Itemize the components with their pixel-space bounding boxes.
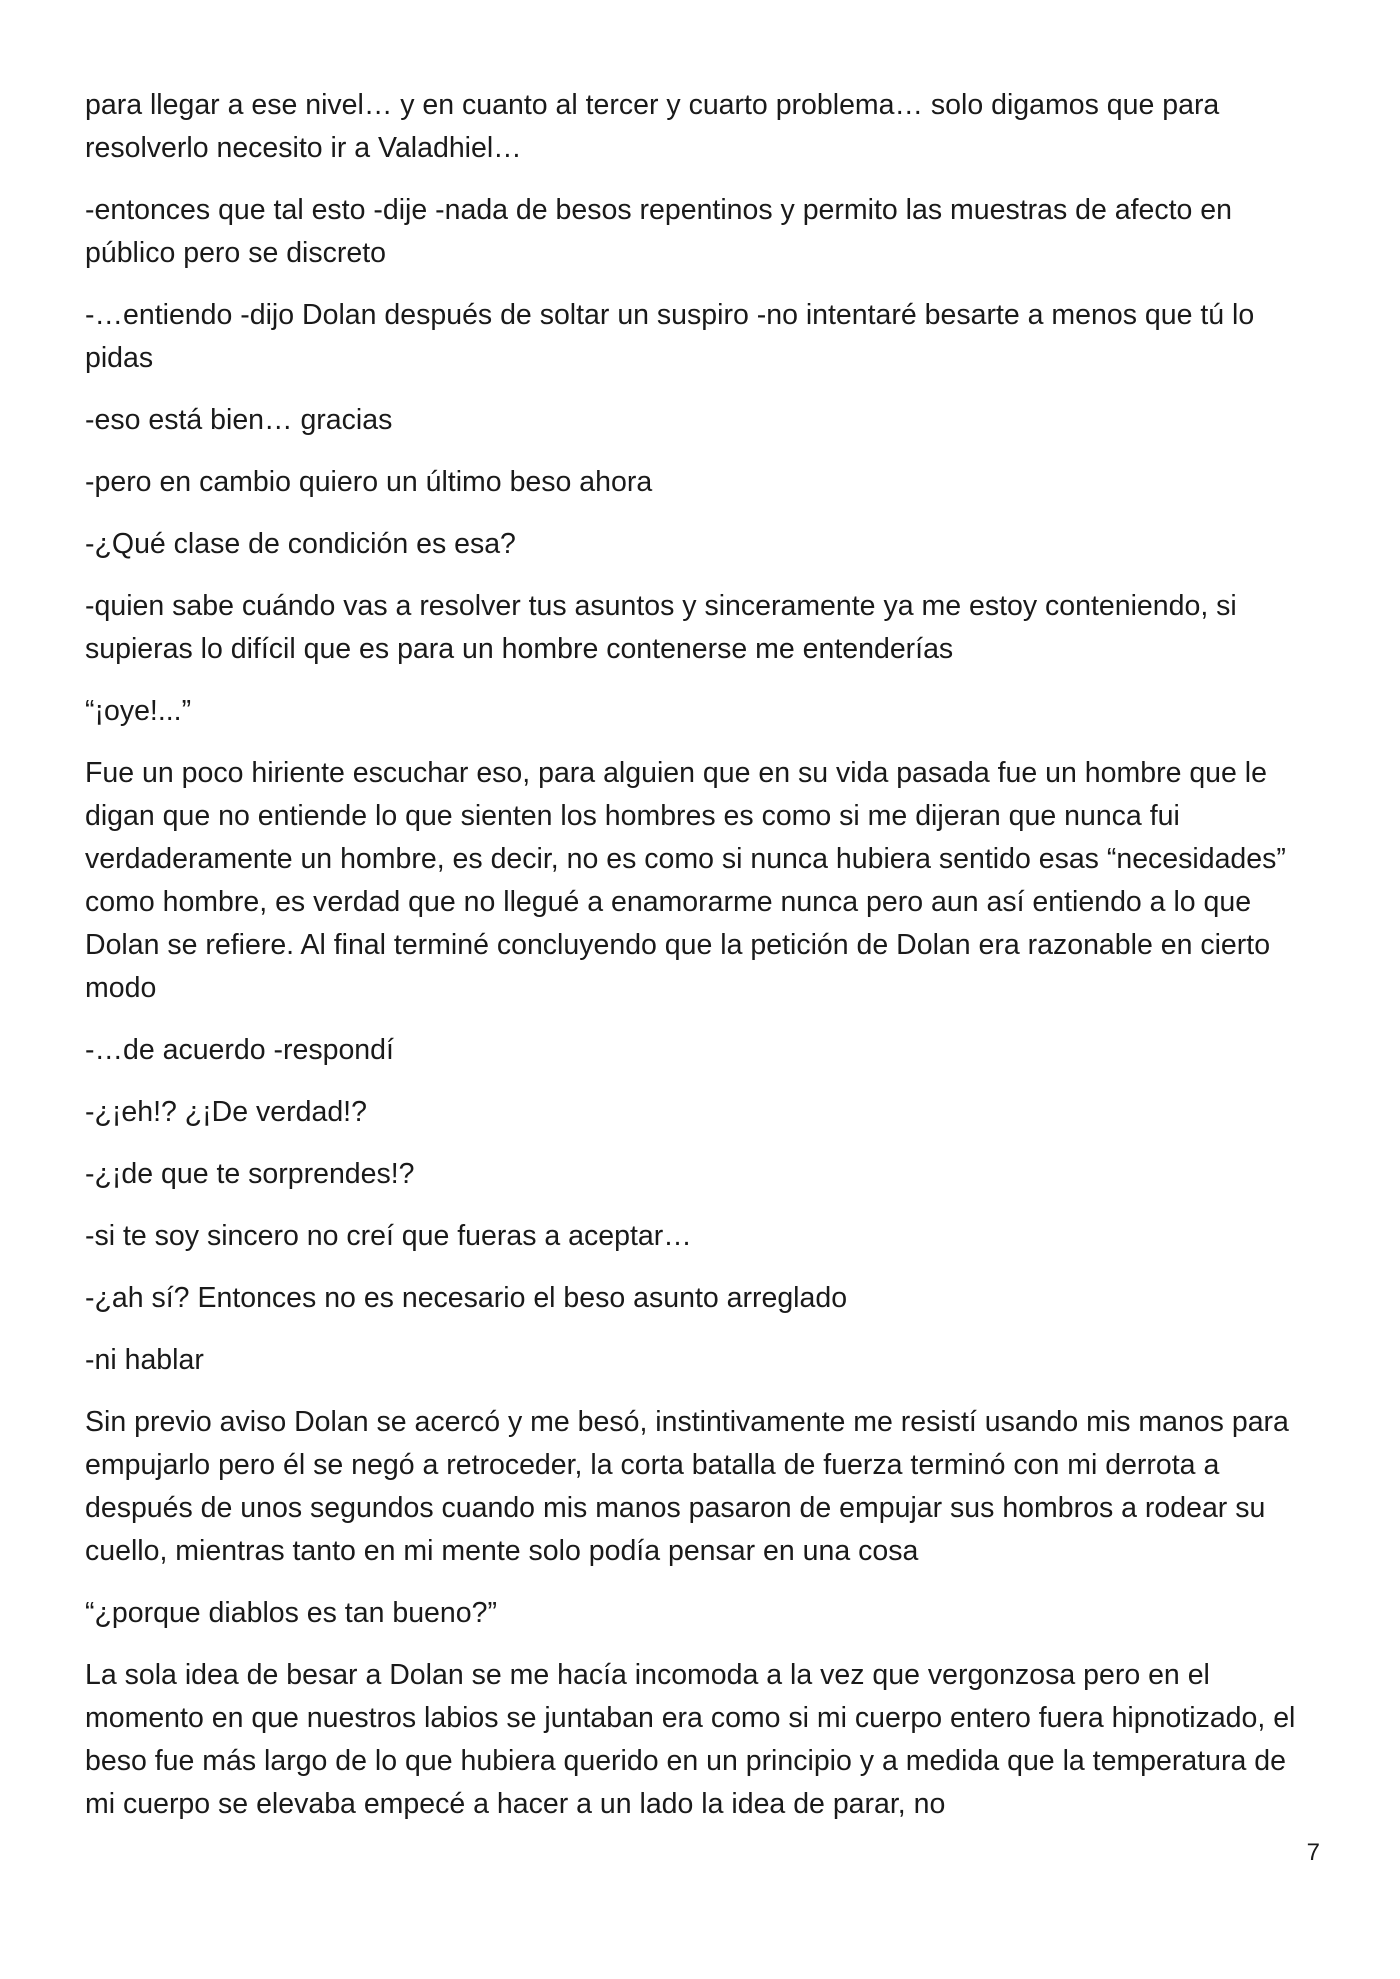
paragraph: -…entiendo -dijo Dolan después de soltar un suspiro -no intentaré besarte a menos que tú lo pidas (85, 299, 1255, 374)
paragraph: Sin previo aviso Dolan se acercó y me besó, instintivamente me resistí usando mis manos para empujarlo pero él se negó a retroceder, la corta batalla de fuerza terminó con mi derrota a después de unos segundos cuando mis manos pasaron de empujar sus hombros a rodear su cuello, mientras tanto en mi mente solo podía pensar en una cosa (85, 1406, 1289, 1567)
page-number: 7 (1306, 1839, 1320, 1866)
paragraph: -…de acuerdo -respondí (85, 1034, 394, 1066)
paragraph: “¡oye!...” (85, 695, 192, 727)
paragraph: Fue un poco hiriente escuchar eso, para alguien que en su vida pasada fue un hombre que le digan que no entiende lo que sienten los hombres es como si me dijeran que nunca fui verdaderamente un hombre, es decir, no es como si nunca hubiera sentido esas “necesidades” como hombre, es verdad que no llegué a enamorarme nunca pero aun así entiendo a lo que Dolan se refiere. Al final terminé concluyendo que la petición de Dolan era razonable en cierto modo (85, 757, 1286, 1004)
paragraph: -entonces que tal esto -dije -nada de besos repentinos y permito las muestras de afecto en público pero se discreto (85, 194, 1232, 269)
paragraph: -eso está bien… gracias (85, 404, 393, 436)
paragraph: -¿¡de que te sorprendes!? (85, 1158, 415, 1190)
paragraph: -¿¡eh!? ¿¡De verdad!? (85, 1096, 367, 1128)
paragraph: -pero en cambio quiero un último beso ahora (85, 466, 653, 498)
paragraph: -¿ah sí? Entonces no es necesario el beso asunto arreglado (85, 1282, 848, 1314)
paragraph: La sola idea de besar a Dolan se me hacía incomoda a la vez que vergonzosa pero en el momento en que nuestros labios se juntaban era como si mi cuerpo entero fuera hipnotizado, el beso fue más largo de lo que hubiera querido en un principio y a medida que la temperatura de mi cuerpo se elevaba empecé a hacer a un lado la idea de parar, no (85, 1659, 1296, 1820)
paragraph: para llegar a ese nivel… y en cuanto al tercer y cuarto problema… solo digamos que para resolverlo necesito ir a Valadhiel… (85, 89, 1220, 164)
paragraph: “¿porque diablos es tan bueno?” (85, 1597, 497, 1629)
body-text (85, 84, 1317, 1845)
paragraph: -si te soy sincero no creí que fueras a aceptar… (85, 1220, 692, 1252)
paragraph: -ni hablar (85, 1344, 204, 1376)
paragraph: -quien sabe cuándo vas a resolver tus asuntos y sinceramente ya me estoy conteniendo, si supieras lo difícil que es para un hombre contenerse me entenderías (85, 590, 1237, 665)
paragraph: -¿Qué clase de condición es esa? (85, 528, 516, 560)
